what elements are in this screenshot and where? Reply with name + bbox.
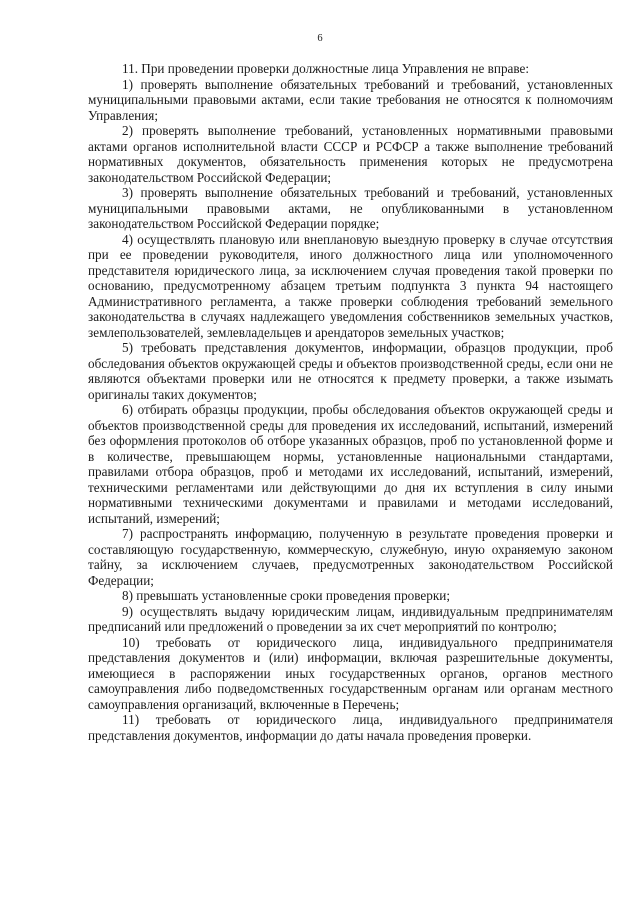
list-item: 11) требовать от юридического лица, индивидуального предпринимателя представления документов, информации до даты начала проведения проверки. [88, 712, 613, 743]
list-item: 2) проверять выполнение требований, установленных нормативными правовыми актами органов исполнительной власти СССР и РСФСР а также выполнение требований нормативных документов, обязательность применения которых не предусмотрена законодательством Российской Федерации; [88, 123, 613, 185]
list-item: 10) требовать от юридического лица, индивидуального предпринимателя представления документов и (или) информации, включая разрешительные документы, имеющиеся в распоряжении иных государственных органов, органов местного самоуправления либо подведомственных государственным органам или органам местного самоуправления организаций, включенные в Перечень; [88, 634, 613, 712]
section-intro: 11. При проведении проверки должностные лица Управления не вправе: [122, 61, 530, 76]
list-item: 6) отбирать образцы продукции, пробы обследования объектов окружающей среды и объектов производственной среды для проведения их исследований, испытаний, измерений без оформления протоколов об отборе указанных образцов, проб по установленной форме и в количестве, превышающем нормы, установленные национальными стандартами, правилами отбора образцов, проб и методами их исследований, испытаний, измерений, техническими регламентами или действующими до дня их вступления в силу иными нормативными техническими документами и правилами и методами исследований, испытаний, измерений; [88, 402, 613, 526]
list-item: 7) распространять информацию, полученную в результате проведения проверки и составляющую государственную, коммерческую, служебную, иную охраняемую законом тайну, за исключением случаев, предусмотренных законодательством Российской Федерации; [88, 526, 613, 588]
page-number: 6 [317, 33, 323, 44]
list-item: 8) превышать установленные сроки проведения проверки; [122, 588, 450, 603]
list-item: 5) требовать представления документов, информации, образцов продукции, проб обследования объектов окружающей среды и объектов производственной среды, если они не являются объектами проверки или не относятся к предмету проверки, а также изымать оригиналы таких документов; [88, 340, 613, 402]
list-item: 3) проверять выполнение обязательных требований и требований, установленных муниципальными правовыми актами, не опубликованными в установленном законодательством Российской Федерации порядке; [88, 185, 613, 231]
document-body [88, 61, 613, 743]
list-item: 4) осуществлять плановую или внеплановую выездную проверку в случае отсутствия при ее проведении руководителя, иного должностного лица или уполномоченного представителя юридического лица, за исключением случая проведения такой проверки по основанию, предусмотренному абзацем третьим подпункта 3 пункта 94 настоящего Административного регламента, а также проверки соблюдения требований земельного законодательства в случаях надлежащего уведомления собственников земельных участков, землепользователей, землевладельцев и арендаторов земельных участков; [88, 231, 613, 340]
list-item: 9) осуществлять выдачу юридическим лицам, индивидуальным предпринимателям предписаний или предложений о проведении за их счет мероприятий по контролю; [88, 603, 613, 634]
list-item: 1) проверять выполнение обязательных требований и требований, установленных муниципальными правовыми актами, если такие требования не относятся к полномочиям Управления; [88, 76, 613, 123]
